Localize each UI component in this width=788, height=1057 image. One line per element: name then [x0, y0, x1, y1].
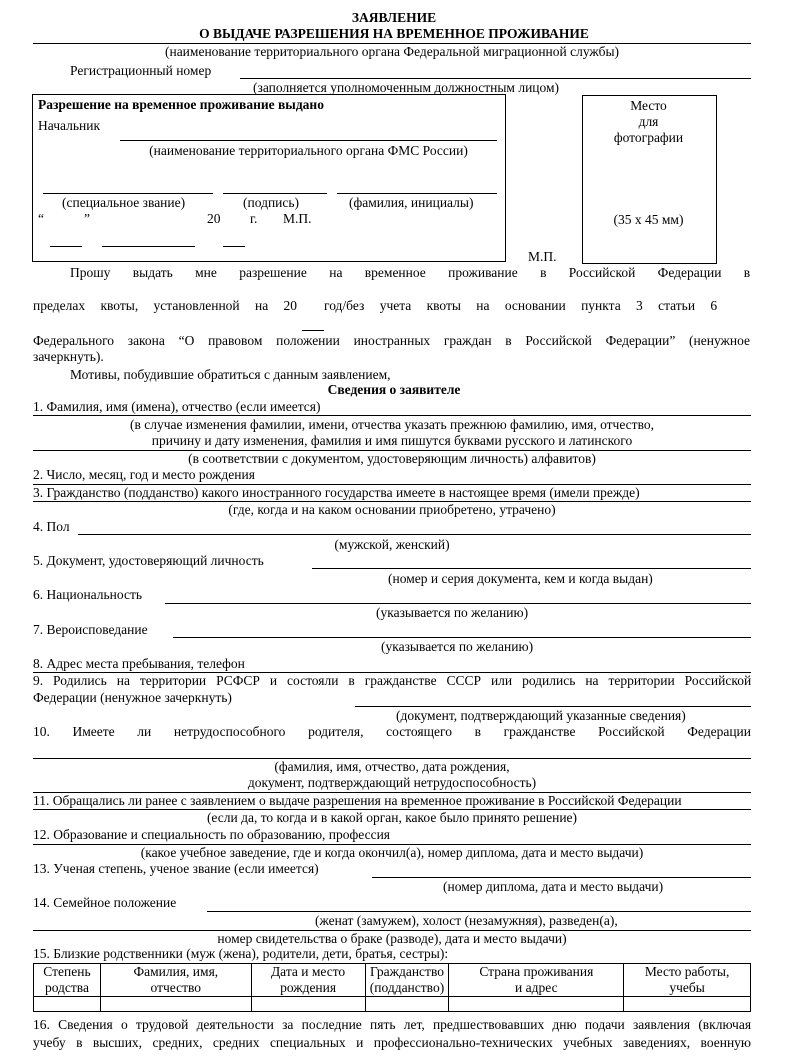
quote-close: ”: [84, 211, 90, 226]
item-12-hint: (какое учебное заведение, где и когда окончил(а), номер диплома, дата и место выдачи): [140, 845, 644, 860]
col-header-work-study: Место работы, учебы: [624, 964, 751, 997]
item-8-label: 8. Адрес места пребывания, телефон: [33, 656, 245, 671]
permit-heading: Разрешение на временное проживание выдано: [38, 97, 324, 112]
item-9-hint: (документ, подтверждающий указанные сведения): [396, 708, 686, 723]
item-3-label: 3. Гражданство (подданство) какого иностранного государства имеете в настоящее время (имели прежде): [33, 485, 640, 500]
item-7-field[interactable]: [173, 637, 751, 638]
photo-label-2: для: [638, 114, 659, 129]
item-1-hint-2: причину и дату изменения, фамилия и имя пишутся буквами русского и латинского: [151, 433, 633, 448]
photo-label-3: фотографии: [613, 130, 684, 145]
item-6-label: 6. Национальность: [33, 587, 143, 602]
col-header-relation: Степень родства: [34, 964, 101, 997]
item-5-hint: (номер и серия документа, кем и когда выдан): [388, 571, 653, 586]
item-15-label: 15. Близкие родственники (муж (жена), родители, дети, братья, сестры):: [33, 946, 449, 961]
photo-label-1: Место: [630, 98, 667, 113]
item-5-label: 5. Документ, удостоверяющий личность: [33, 553, 264, 568]
item-10-hint-2: документ, подтверждающий нетрудоспособность): [247, 775, 537, 790]
stamp-place-2: М.П.: [528, 249, 557, 264]
rank-field[interactable]: [43, 193, 213, 194]
request-line-3: Федерального закона “О правовом положении иностранных граждан в Российской Федерации” (ненужное: [33, 333, 751, 348]
stamp-place: М.П.: [283, 211, 312, 226]
item-14-field[interactable]: [207, 911, 751, 912]
table-cell[interactable]: [251, 997, 365, 1012]
item-10-line-1: 10. Имеете ли нетрудоспособного родителя, состоящего в гражданстве Российской Федерации: [33, 724, 751, 739]
item-6-hint: (указывается по желанию): [376, 605, 529, 620]
document-title: ЗАЯВЛЕНИЕ: [351, 10, 437, 25]
rank-hint: (специальное звание): [62, 195, 186, 210]
item-16-line-1: 16. Сведения о трудовой деятельности за последние пять лет, предшествовавших дню подачи заявления (включая: [33, 1017, 752, 1032]
item-13-hint: (номер диплома, дата и место выдачи): [443, 879, 664, 894]
item-1-label: 1. Фамилия, имя (имена), отчество (если имеется): [33, 399, 321, 414]
item-4-label: 4. Пол: [33, 519, 70, 534]
col-header-fullname: Фамилия, имя, отчество: [100, 964, 251, 997]
item-1-field[interactable]: [33, 415, 751, 416]
item-3-hint: (где, когда и на каком основании приобретено, утрачено): [228, 502, 556, 517]
item-10-hint-1: (фамилия, имя, отчество, дата рождения,: [274, 759, 510, 774]
year-suffix: г.: [250, 211, 258, 226]
request-line-4: зачеркнуть).: [33, 349, 104, 364]
chief-field[interactable]: [120, 140, 497, 141]
item-7-label: 7. Вероисповедание: [33, 622, 148, 637]
chief-hint: (наименование территориального органа ФМС России): [149, 143, 468, 158]
table-cell[interactable]: [34, 997, 101, 1012]
reg-number-label: Регистрационный номер: [70, 63, 212, 78]
item-13-label: 13. Ученая степень, ученое звание (если имеется): [33, 861, 319, 876]
item-6-field[interactable]: [165, 603, 751, 604]
request-line-1: Прошу выдать мне разрешение на временное проживание в Российской Федерации в: [70, 265, 751, 280]
day-field[interactable]: [50, 246, 82, 247]
signature-hint: (подпись): [243, 195, 300, 210]
col-header-country-address: Страна проживания и адрес: [449, 964, 624, 997]
motives-label: Мотивы, побудившие обратиться с данным заявлением,: [70, 367, 391, 382]
applicant-section-title: Сведения о заявителе: [327, 382, 461, 397]
item-9-line-1: 9. Родились на территории РСФСР и состояли в гражданстве СССР или родились на территории Российской: [33, 673, 752, 688]
table-cell[interactable]: [449, 997, 624, 1012]
table-cell[interactable]: [365, 997, 449, 1012]
chief-label: Начальник: [38, 118, 101, 133]
col-header-birth: Дата и место рождения: [251, 964, 365, 997]
item-4-field[interactable]: [78, 534, 751, 535]
item-2-label: 2. Число, месяц, год и место рождения: [33, 467, 255, 482]
quota-year-field[interactable]: [302, 330, 324, 331]
signature-field[interactable]: [223, 193, 327, 194]
item-5-field[interactable]: [312, 568, 751, 569]
document-subtitle: О ВЫДАЧЕ РАЗРЕШЕНИЯ НА ВРЕМЕННОЕ ПРОЖИВАНИЕ: [199, 26, 589, 41]
item-14-hint-1: (женат (замужем), холост (незамужняя), разведен(а),: [315, 913, 618, 928]
reg-number-field[interactable]: [240, 78, 751, 79]
item-11-label: 11. Обращались ли ранее с заявлением о выдаче разрешения на временное проживание в Российской Федерации: [33, 793, 682, 808]
fms-hint: (наименование территориального органа Федеральной миграционной службы): [164, 44, 620, 59]
permit-issued-box: [32, 94, 506, 262]
col-header-citizenship: Гражданство (подданство): [365, 964, 449, 997]
item-14-label: 14. Семейное положение: [33, 895, 177, 910]
reg-number-hint: (заполняется уполномоченным должностным лицом): [253, 80, 560, 95]
item-13-field[interactable]: [372, 877, 751, 878]
table-cell[interactable]: [100, 997, 251, 1012]
item-9-line-2: Федерации (ненужное зачеркнуть): [33, 690, 232, 705]
item-1-hint-1: (в случае изменения фамилии, имени, отчества указать прежнюю фамилию, имя, отчество,: [130, 417, 654, 432]
table-cell[interactable]: [624, 997, 751, 1012]
item-12-label: 12. Образование и специальность по образованию, профессия: [33, 827, 391, 842]
quote-open: “: [38, 211, 44, 226]
year-field[interactable]: [223, 246, 245, 247]
table-row[interactable]: [34, 997, 751, 1012]
item-7-hint: (указывается по желанию): [381, 639, 534, 654]
name-hint: (фамилия, инициалы): [349, 195, 474, 210]
item-1-hint-3: (в соответствии с документом, удостоверяющим личность) алфавитов): [188, 451, 596, 466]
name-field[interactable]: [337, 193, 497, 194]
relatives-table: [33, 963, 751, 1012]
item-9-field[interactable]: [355, 706, 751, 707]
item-4-hint: (мужской, женский): [334, 537, 450, 552]
photo-size: (35 х 45 мм): [613, 212, 684, 227]
item-14-hint-2: номер свидетельства о браке (разводе), дата и место выдачи): [217, 931, 567, 946]
item-11-hint: (если да, то когда и в какой орган, какое было принято решение): [206, 810, 578, 825]
month-field[interactable]: [102, 246, 195, 247]
request-line-2: пределах квоты, установленной на 20 год/без учета квоты на основании пункта 3 статьи 6: [33, 298, 718, 313]
year-prefix: 20: [207, 211, 221, 226]
relatives-header-row: [34, 964, 751, 997]
item-16-line-2: учебу в высших, средних, средних специальных и профессионально-технических учебных заведениях, военную: [33, 1035, 752, 1050]
